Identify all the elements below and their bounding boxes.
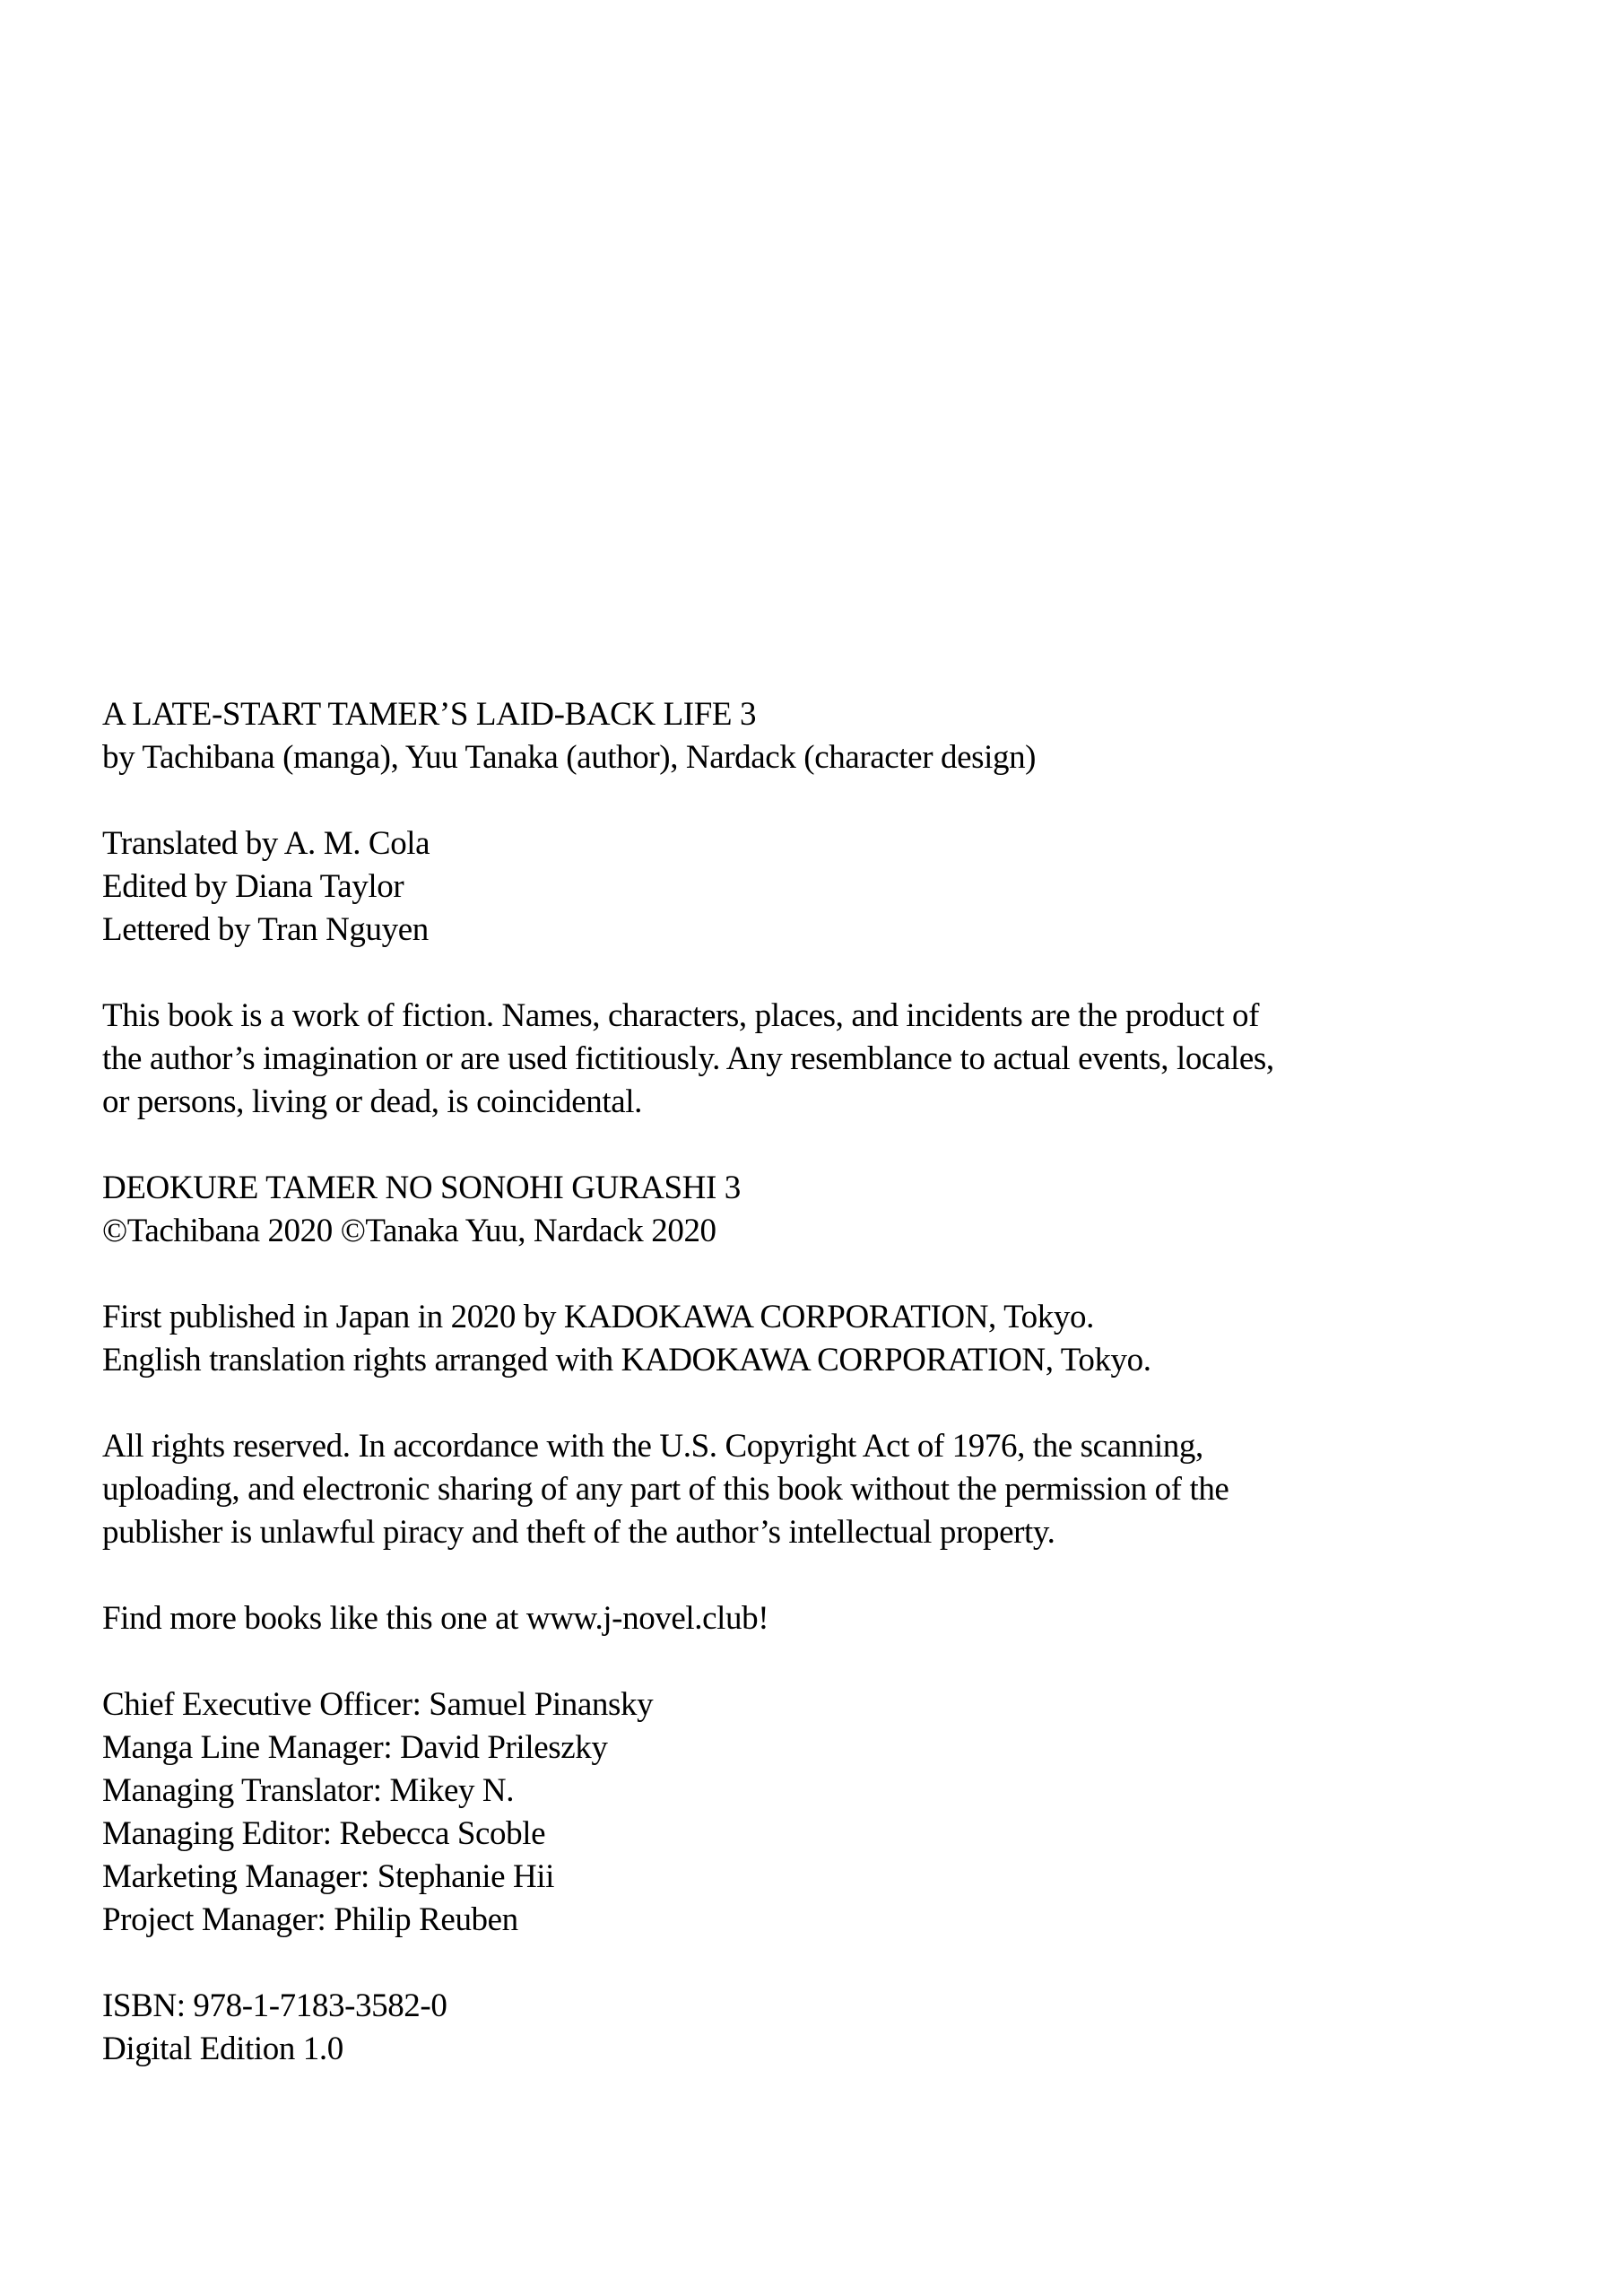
letterer-credit: Lettered by Tran Nguyen — [102, 911, 429, 948]
colophon-text-block — [102, 693, 1537, 2071]
localization-credits — [102, 822, 1537, 952]
text-line: This book is a work of fiction. Names, characters, places, and incidents are the product of — [102, 997, 1260, 1034]
byline: by Tachibana (manga), Yuu Tanaka (author), Nardack (character design) — [102, 739, 1037, 776]
text-line: or persons, living or dead, is coincidental. — [102, 1083, 643, 1120]
text-line: English translation rights arranged with KADOKAWA CORPORATION, Tokyo. — [102, 1342, 1151, 1378]
project-manager-credit: Project Manager: Philip Reuben — [102, 1901, 518, 1938]
text-line: First published in Japan in 2020 by KADOKAWA CORPORATION, Tokyo. — [102, 1299, 1094, 1335]
book-title: A LATE-START TAMER’S LAID-BACK LIFE 3 — [102, 696, 757, 733]
translator-credit: Translated by A. M. Cola — [102, 825, 430, 862]
edition-line: Digital Edition 1.0 — [102, 2031, 343, 2067]
ceo-credit: Chief Executive Officer: Samuel Pinansky — [102, 1686, 654, 1723]
text-line: the author’s imagination or are used fictitiously. Any resemblance to actual events, locales, — [102, 1040, 1274, 1077]
marketing-manager-credit: Marketing Manager: Stephanie Hii — [102, 1858, 555, 1895]
staff-credits — [102, 1683, 1537, 1942]
text-line: uploading, and electronic sharing of any part of this book without the permission of the — [102, 1471, 1229, 1508]
fiction-disclaimer — [102, 995, 1537, 1124]
original-title: DEOKURE TAMER NO SONOHI GURASHI 3 — [102, 1170, 741, 1206]
editor-credit: Edited by Diana Taylor — [102, 868, 404, 905]
managing-translator-credit: Managing Translator: Mikey N. — [102, 1772, 515, 1809]
copyright-line: ©Tachibana 2020 ©Tanaka Yuu, Nardack 2020 — [102, 1213, 716, 1249]
rights-notice — [102, 1425, 1537, 1554]
text-line: All rights reserved. In accordance with the U.S. Copyright Act of 1976, the scanning, — [102, 1428, 1203, 1465]
website-mention: Find more books like this one at www.j-novel.club! — [102, 1600, 769, 1637]
manga-line-manager-credit: Manga Line Manager: David Prileszky — [102, 1729, 608, 1766]
promo-line — [102, 1597, 1537, 1640]
text-line: publisher is unlawful piracy and theft of the author’s intellectual property. — [102, 1514, 1055, 1551]
managing-editor-credit: Managing Editor: Rebecca Scoble — [102, 1815, 546, 1852]
book-title-block — [102, 693, 1537, 779]
isbn-block — [102, 1985, 1537, 2071]
publication-info — [102, 1296, 1537, 1382]
original-title-copyright — [102, 1167, 1537, 1253]
isbn-line: ISBN: 978-1-7183-3582-0 — [102, 1987, 447, 2024]
